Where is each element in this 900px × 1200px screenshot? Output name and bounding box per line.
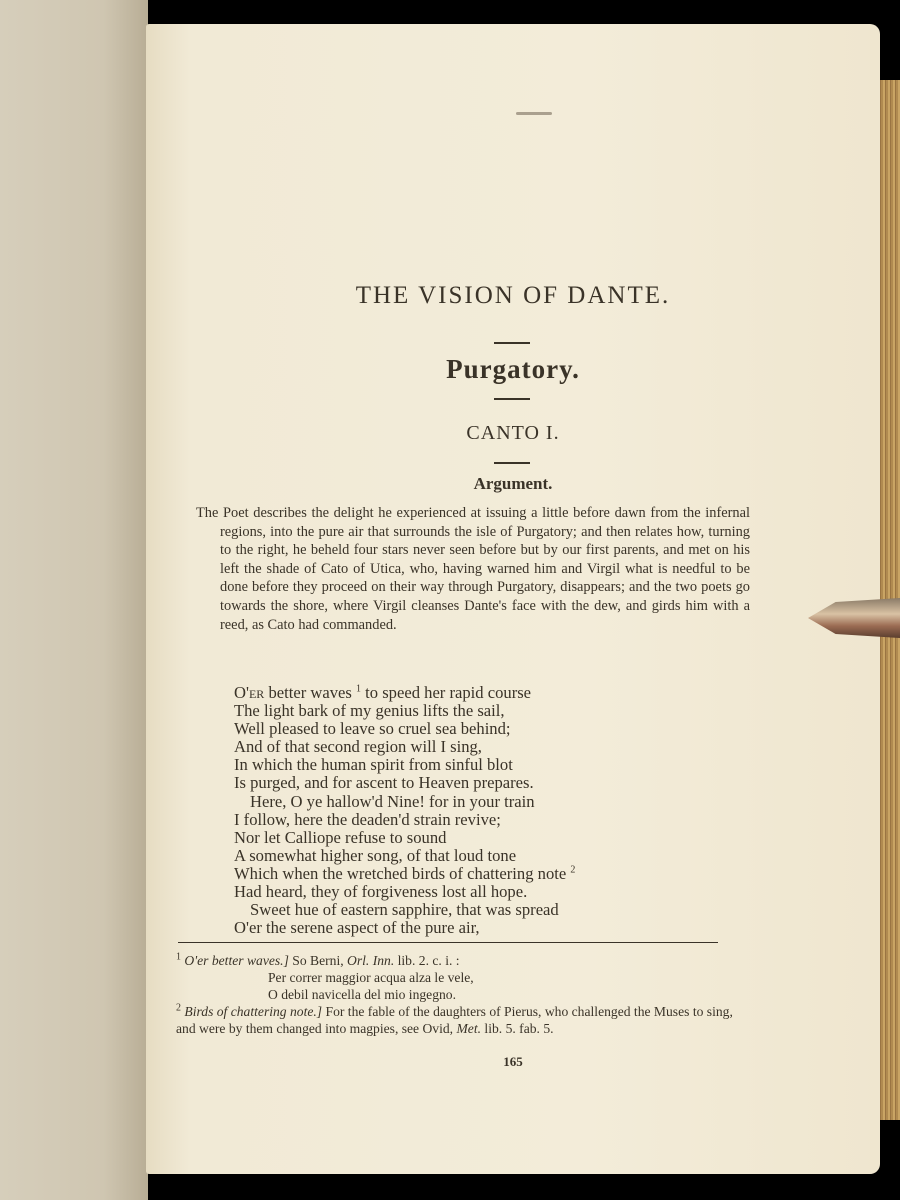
- footnote-work-title: Met.: [456, 1021, 482, 1036]
- footnote-text: lib. 5. fab. 5.: [481, 1021, 554, 1036]
- footnote-quote-line: O debil navicella del mio ingegno.: [268, 987, 456, 1002]
- footnote-text: For the fable of the daughters of Pierus, who challenged the Muses to sing, and were by them changed into magpies, see Ovid,: [176, 1004, 733, 1036]
- verse-line: Sweet hue of eastern sapphire, that was spread: [250, 900, 559, 920]
- title-rule: [494, 342, 530, 344]
- part-rule: [494, 398, 530, 400]
- footnote-reference: Birds of chattering note.]: [184, 1004, 323, 1019]
- footnote-text: lib. 2. c. i. :: [394, 953, 460, 968]
- verse-line: I follow, here the deaden'd strain revive;: [234, 809, 501, 829]
- verse-line: Had heard, they of forgiveness lost all hope.: [234, 882, 528, 902]
- book-title: THE VISION OF DANTE.: [355, 282, 671, 309]
- verse-line: Is purged, and for ascent to Heaven prepares.: [234, 773, 534, 793]
- part-heading: Purgatory.: [446, 354, 580, 384]
- verse-line-text: better waves: [264, 683, 352, 702]
- verse-line: [234, 865, 704, 883]
- footnotes: [176, 952, 736, 1037]
- argument-text: The Poet describes the delight he experienced at issuing a little before dawn from the infernal regions, into the pure air that surrounds the isle of Purgatory; and then relates how, turning to the right, he beheld four stars never seen before but by our first parents, and met on his left the shade of Cato of Utica, who, having warned him and Virgil what is needful to be done before they proceed on their way through Purgatory, disappears; and the two poets go towards the shore, where Virgil cleanses Dante's face with the dew, and girds him with a reed, as Cato had commanded.: [196, 505, 750, 633]
- ink-smudge: [516, 112, 552, 115]
- facing-page-edge: [0, 0, 148, 1200]
- footnote-quote-line: Per correr maggior acqua alza le vele,: [268, 970, 474, 985]
- canto-heading: CANTO I.: [466, 422, 560, 444]
- verse-line: In which the human spirit from sinful blot: [234, 755, 513, 775]
- footnote-text: So Berni,: [288, 953, 348, 968]
- page-number: 165: [503, 1054, 523, 1069]
- footnote-marker: 2: [570, 864, 576, 876]
- verse-first-word: O'er: [234, 683, 265, 702]
- canto-rule: [494, 462, 530, 464]
- footnote-1: [176, 952, 736, 969]
- verse-line: A somewhat higher song, of that loud tone: [234, 845, 517, 865]
- book-page: [146, 24, 880, 1174]
- footnote-rule: [178, 942, 718, 943]
- verse-line: [234, 684, 704, 702]
- footnote-2: [176, 1003, 736, 1037]
- footnote-marker: 1: [356, 683, 362, 695]
- verse-line: Here, O ye hallow'd Nine! for in your train: [250, 791, 535, 811]
- verse-line-text: to speed her rapid course: [361, 683, 532, 702]
- verse-block: [234, 684, 704, 937]
- verse-line: O'er the serene aspect of the pure air,: [234, 918, 480, 938]
- verse-line: And of that second region will I sing,: [234, 737, 482, 757]
- verse-line-text: Which when the wretched birds of chattering note: [234, 863, 567, 883]
- footnote-marker: 2: [176, 1002, 181, 1014]
- footnote-work-title: Orl. Inn.: [347, 953, 395, 968]
- verse-line: Well pleased to leave so cruel sea behind;: [234, 719, 511, 739]
- argument-heading: Argument.: [473, 474, 553, 493]
- footnote-reference: O'er better waves.]: [184, 953, 289, 968]
- verse-line: The light bark of my genius lifts the sail,: [234, 701, 505, 721]
- verse-line: Nor let Calliope refuse to sound: [234, 827, 447, 847]
- footnote-marker: 1: [176, 951, 181, 963]
